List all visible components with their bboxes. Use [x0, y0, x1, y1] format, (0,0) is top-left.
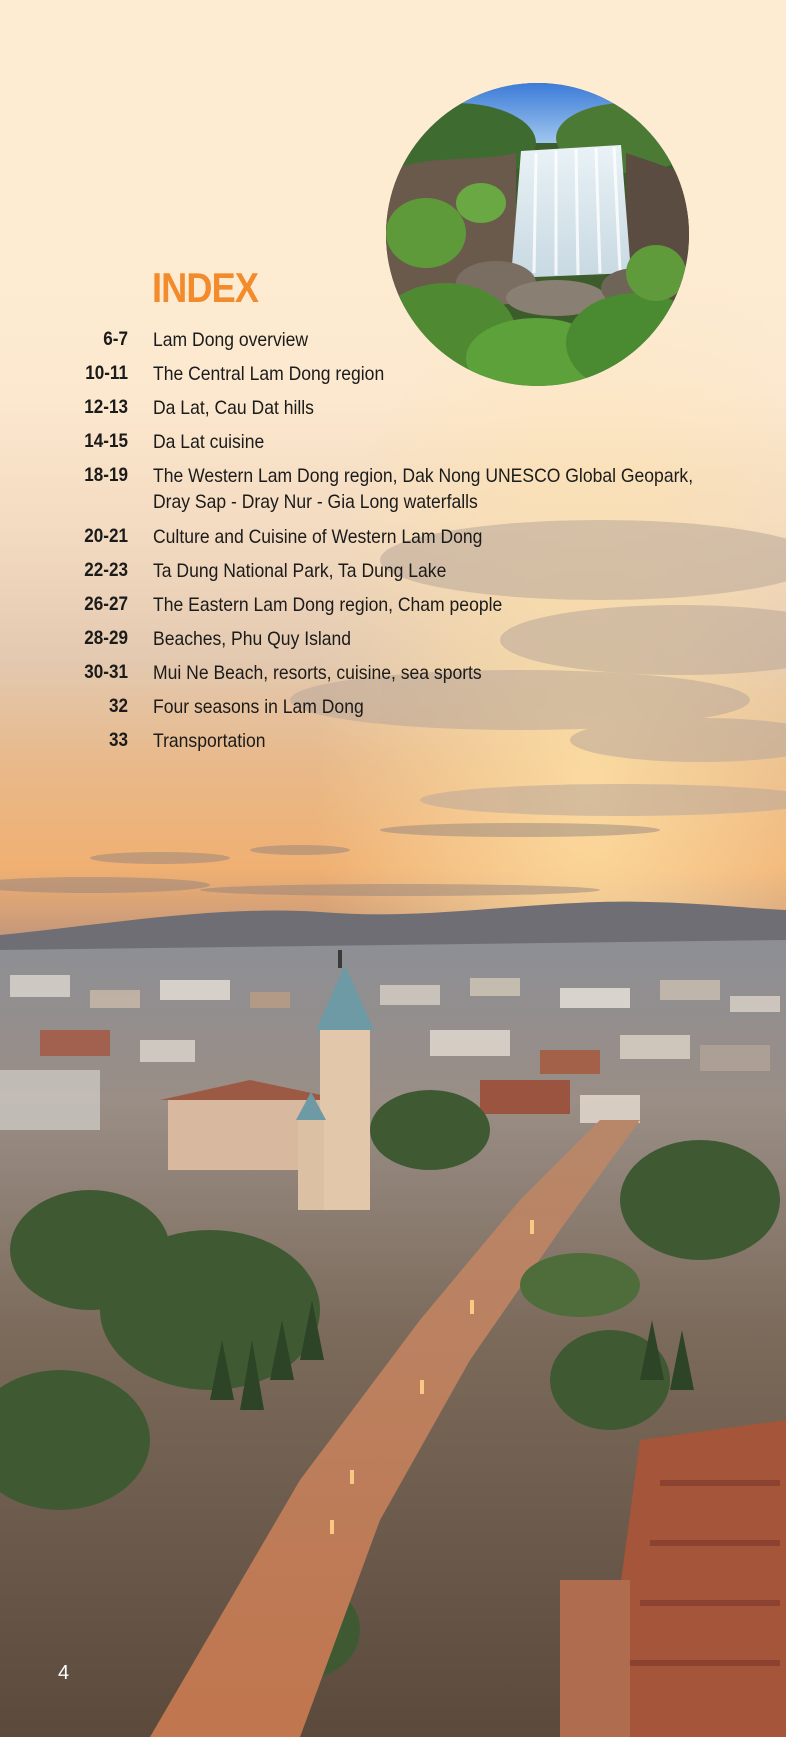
index-entry — [0, 692, 786, 726]
index-entry — [0, 461, 786, 522]
index-entry-title: Transportation — [153, 730, 266, 752]
index-entry — [0, 522, 786, 556]
index-list — [0, 325, 786, 760]
index-entry-title: Beaches, Phu Quy Island — [153, 628, 352, 650]
index-entry — [0, 726, 786, 760]
index-entry-pages: 26-27 — [84, 594, 128, 615]
index-entry — [0, 393, 786, 427]
index-entry-title: The Eastern Lam Dong region, Cham people — [153, 594, 503, 616]
page-number: 4 — [58, 1662, 70, 1684]
index-entry — [0, 590, 786, 624]
index-entry — [0, 359, 786, 393]
index-entry-title: The Western Lam Dong region, Dak Nong UNESCO Global Geopark, Dray Sap - Dray Nur - Gia Long waterfalls — [153, 465, 694, 513]
index-entry-title: Lam Dong overview — [153, 329, 309, 351]
index-entry-pages: 14-15 — [84, 431, 128, 452]
index-entry — [0, 624, 786, 658]
index-entry-title: Culture and Cuisine of Western Lam Dong — [153, 526, 483, 548]
index-entry-pages: 22-23 — [84, 560, 128, 581]
index-entry-pages: 10-11 — [85, 363, 128, 384]
index-entry — [0, 658, 786, 692]
index-entry — [0, 556, 786, 590]
index-entry-pages: 20-21 — [84, 526, 128, 547]
index-entry-title: Da Lat cuisine — [153, 431, 265, 453]
index-entry-title: Mui Ne Beach, resorts, cuisine, sea sports — [153, 662, 482, 684]
index-entry-title: Four seasons in Lam Dong — [153, 696, 364, 718]
index-entry-pages: 32 — [108, 696, 128, 717]
index-entry-title: Ta Dung National Park, Ta Dung Lake — [153, 560, 447, 582]
index-entry-pages: 33 — [108, 730, 128, 751]
index-entry — [0, 427, 786, 461]
index-entry-pages: 30-31 — [84, 662, 128, 683]
index-entry-pages: 28-29 — [84, 628, 128, 649]
index-entry — [0, 325, 786, 359]
index-entry-pages: 18-19 — [84, 465, 128, 486]
index-entry-pages: 12-13 — [84, 397, 128, 418]
index-entry-title: Da Lat, Cau Dat hills — [153, 397, 314, 419]
index-title: INDEX — [152, 264, 259, 311]
index-entry-pages: 6-7 — [103, 329, 128, 350]
index-entry-title: The Central Lam Dong region — [153, 363, 385, 385]
